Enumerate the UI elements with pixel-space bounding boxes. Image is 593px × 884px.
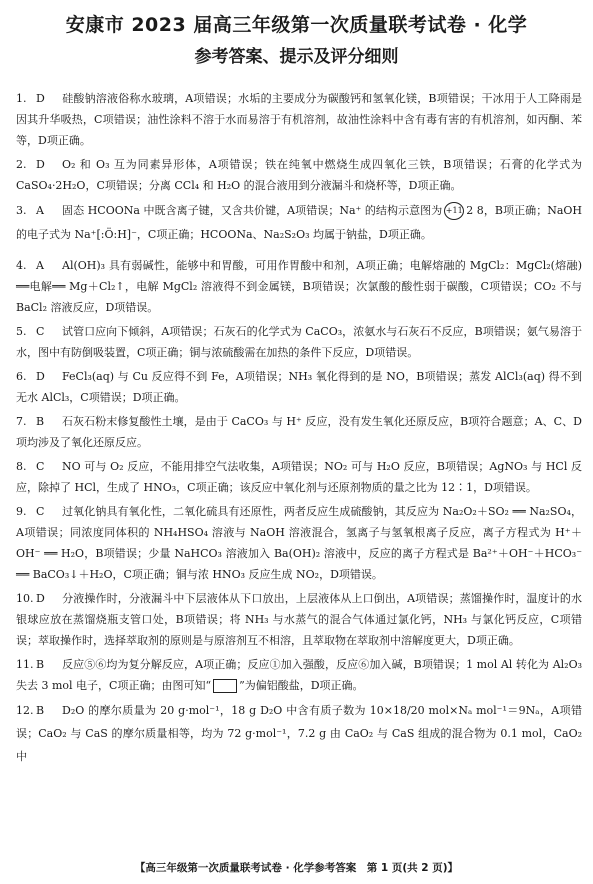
answer-item-12 [16, 699, 582, 768]
item-explanation: Al(OH)₃ 具有弱碱性，能够中和胃酸，可用作胃酸中和剂，A项正确；电解熔融的 MgCl₂：MgCl₂(熔融) ══电解══ Mg＋Cl₂↑，电解 MgCl₂ 溶液得不到金属镁，B项错误；次氯酸的酸性弱于碳酸，C项错误；CO₂ 不与 BaCl₂ 溶液反应，D项错误。 [16, 259, 582, 314]
item-number: 2. [16, 158, 27, 171]
item-number: 4. [16, 259, 27, 272]
answer-item-7 [16, 411, 582, 453]
item-answer: A [36, 259, 44, 272]
item-answer: D [36, 158, 45, 171]
answer-item-1 [16, 88, 582, 151]
item-answer: C [36, 460, 45, 473]
answer-list [16, 88, 582, 771]
item-answer: D [36, 592, 45, 605]
answer-item-11 [16, 654, 582, 696]
item-explanation: 过氧化钠具有氧化性，二氧化硫具有还原性，两者反应生成硫酸钠，其反应为 Na₂O₂＋SO₂ ══ Na₂SO₄，A项错误；同浓度同体积的 NH₄HSO₄ 溶液与 NaOH 溶液混合，氢离子与氢氧根离子反应，离子方程式为 H⁺＋OH⁻ ══ H₂O，B项错误；少量 NaHCO₃ 溶液加入 Ba(OH)₂ 溶液中，反应的离子方程式是 Ba²⁺＋OH⁻＋HCO₃⁻ ══ BaCO₃↓＋H₂O，C项正确；铜与浓 HNO₃ 反应生成 NO₂，D项错误。 [16, 505, 582, 581]
item-explanation: 试管口应向下倾斜，A项错误；石灰石的化学式为 CaCO₃，浓氨水与石灰石不反应，B项错误；氨气易溶于水，图中有防倒吸装置，C项正确；铜与浓硫酸需在加热的条件下反应，D项错误。 [16, 325, 582, 359]
item-answer: B [36, 704, 45, 717]
item-number: 9. [16, 505, 27, 518]
answer-item-10 [16, 588, 582, 651]
item-number: 3. [16, 204, 27, 217]
item-explanation: 分液操作时，分液漏斗中下层液体从下口放出，上层液体从上口倒出，A项错误；蒸馏操作时，温度计的水银球应放在蒸馏烧瓶支管口处，B项错误；将 NH₃ 与水蒸气的混合气体通过氯化钙，NH₃ 与氯化钙反应，C项错误；萃取操作时，选择萃取剂的原则是与原溶剂互不相溶，且萃取物在萃取剂中溶解度更大，D项正确。 [16, 592, 582, 647]
answer-item-3 [16, 199, 582, 247]
item-number: 1. [16, 92, 27, 105]
answer-item-9 [16, 501, 582, 585]
sodium-ion-diagram: +11 [444, 202, 464, 220]
item-answer: C [36, 325, 45, 338]
item-answer: B [36, 415, 45, 428]
item-number: 7. [16, 415, 27, 428]
item-answer: D [36, 92, 45, 105]
item-number: 8. [16, 460, 27, 473]
page-subtitle: 参考答案、提示及评分细则 [194, 47, 399, 67]
answer-item-8 [16, 456, 582, 498]
item-explanation-a: 反应⑤⑥均为复分解反应，A项正确；反应①加入强酸，反应⑥加入碱，B项错误；1 mol Al 转化为 Al₂O₃ 失去 3 mol 电子，C项正确；由图可知“ [16, 658, 582, 692]
answer-item-2 [16, 154, 582, 196]
item-number: 11. [16, 658, 34, 671]
item-explanation-b: 2 8，B项正确；NaOH 的电子式为 Na⁺[:Ö:H]⁻，C项正确；HCOONa、Na₂S₂O₃ 均属于钠盐，D项正确。 [16, 204, 582, 241]
item-answer: B [36, 658, 45, 671]
item-explanation-b: ”为偏铝酸盐，D项正确。 [239, 679, 364, 692]
item-explanation: D₂O 的摩尔质量为 20 g·mol⁻¹，18 g D₂O 中含有质子数为 10×18/20 mol×Nₐ mol⁻¹＝9Nₐ，A项错误；CaO₂ 与 CaS 的摩尔质量相等，均为 72 g·mol⁻¹，7.2 g 由 CaO₂ 与 CaS 组成的混合物为 0.1 mol，CaO₂ 中 [16, 704, 582, 763]
answer-item-6 [16, 366, 582, 408]
item-explanation: 石灰石粉末修复酸性土壤，是由于 CaCO₃ 与 H⁺ 反应，没有发生氧化还原反应，B项符合题意；A、C、D项均涉及了氧化还原反应。 [16, 415, 582, 449]
item-answer: D [36, 370, 45, 383]
item-explanation-a: 固态 HCOONa 中既含离子键，又含共价键，A项错误；Na⁺ 的结构示意图为 [62, 204, 443, 217]
answer-item-5 [16, 321, 582, 363]
item-explanation: 硅酸钠溶液俗称水玻璃，A项错误；水垢的主要成分为碳酸钙和氢氧化镁，B项错误；干冰用于人工降雨是因其升华吸热，C项错误；油性涂料不溶于水而易溶于有机溶剂，故油性涂料中含有毒有害的有机溶剂，如丙酮、苯等，D项正确。 [16, 92, 582, 147]
blank-box [213, 679, 237, 693]
item-number: 12. [16, 704, 34, 717]
item-explanation: O₂ 和 O₃ 互为同素异形体，A项错误；铁在纯氧中燃烧生成四氧化三铁，B项错误；石膏的化学式为 CaSO₄·2H₂O，C项错误；分离 CCl₄ 和 H₂O 的混合液用到分液漏斗和烧杯等，D项正确。 [16, 158, 582, 192]
item-answer: C [36, 505, 45, 518]
item-number: 10. [16, 592, 34, 605]
item-number: 6. [16, 370, 27, 383]
item-explanation: FeCl₃(aq) 与 Cu 反应得不到 Fe，A项错误；NH₃ 氧化得到的是 NO，B项错误；蒸发 AlCl₃(aq) 得不到无水 AlCl₃，C项错误；D项正确。 [16, 370, 582, 404]
item-number: 5. [16, 325, 27, 338]
item-explanation: NO 可与 O₂ 反应，不能用排空气法收集，A项错误；NO₂ 可与 H₂O 反应，B项错误；AgNO₃ 与 HCl 反应，除掉了 HCl，生成了 HNO₃，C项正确；该反应中氧化剂与还原剂物质的量之比为 12∶1，D项错误。 [16, 460, 582, 494]
answer-item-4 [16, 255, 582, 318]
item-answer: A [36, 204, 44, 217]
page-footer: 【高三年级第一次质量联考试卷 · 化学参考答案 第 1 页(共 2 页)】 [134, 862, 459, 874]
page-title: 安康市 2023 届高三年级第一次质量联考试卷 · 化学 [65, 14, 528, 36]
